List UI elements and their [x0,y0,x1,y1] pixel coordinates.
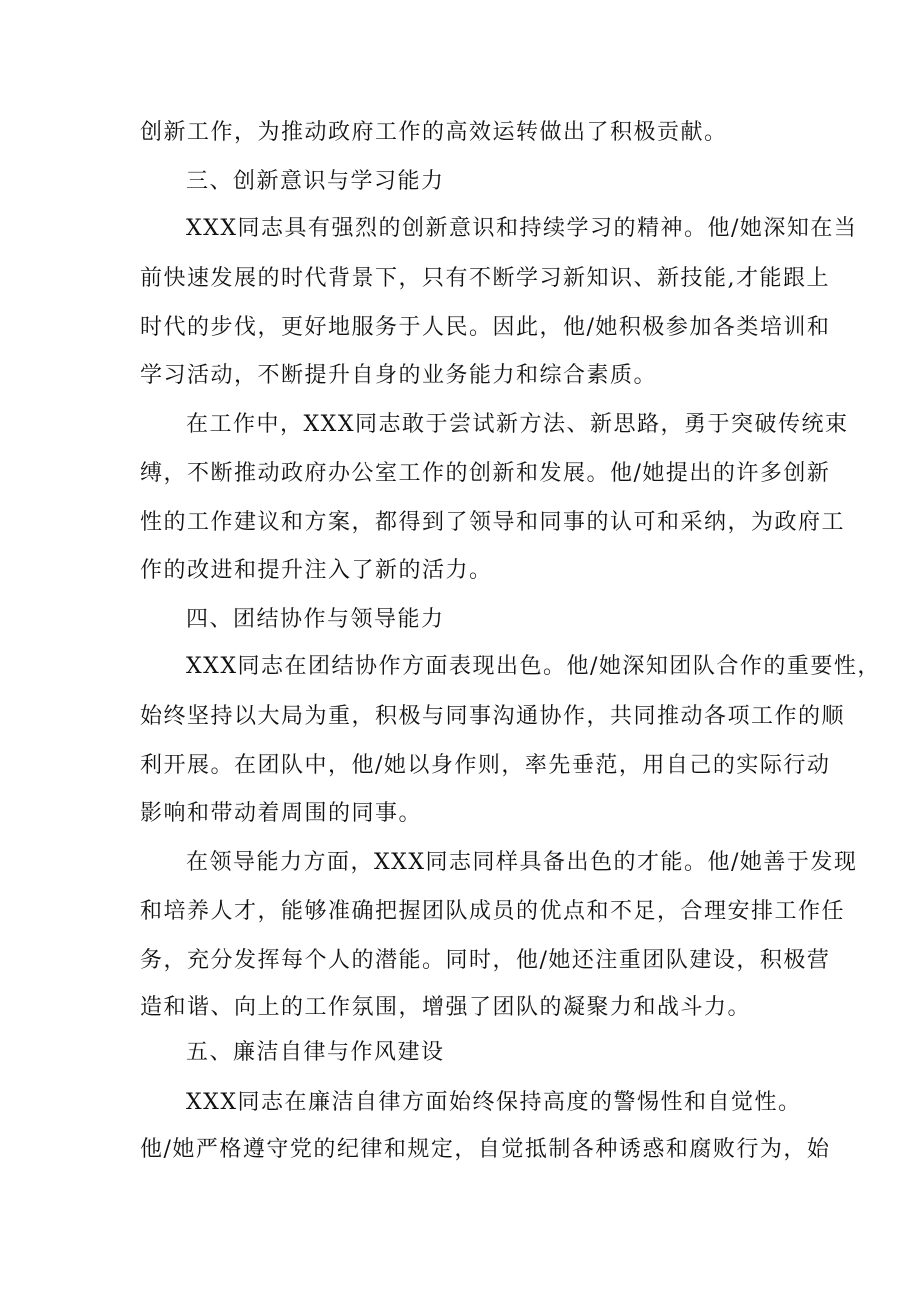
section-heading-4: 四、团结协作与领导能力 [186,607,445,632]
paragraph-line: 在工作中，XXX同志敢于尝试新方法、新思路，勇于突破传统束 [186,412,849,437]
paragraph-line: 在领导能力方面，XXX同志同样具备出色的才能。他/她善于发现 [186,850,858,875]
paragraph-line: 学习活动，不断提升自身的业务能力和综合素质。 [140,363,658,388]
paragraph-line: 缚，不断推动政府办公室工作的创新和发展。他/她提出的许多创新 [140,461,831,486]
section-heading-5: 五、廉洁自律与作风建设 [186,1040,445,1065]
paragraph-line: 前快速发展的时代背景下，只有不断学习新知识、新技能,才能跟上 [140,266,830,291]
paragraph-line: 始终坚持以大局为重，积极与同事沟通协作，共同推动各项工作的顺 [140,704,846,729]
paragraph-line: 他/她严格遵守党的纪律和规定，自觉抵制各种诱惑和腐败行为，始 [140,1137,831,1162]
paragraph-line: 作的改进和提升注入了新的活力。 [140,558,493,583]
paragraph-line: 创新工作，为推动政府工作的高效运转做出了积极贡献。 [140,120,728,145]
paragraph-line: 造和谐、向上的工作氛围，增强了团队的凝聚力和战斗力。 [140,995,752,1020]
paragraph-line: 性的工作建议和方案，都得到了领导和同事的认可和采纳，为政府工 [140,510,846,535]
paragraph-line: 时代的步伐，更好地服务于人民。因此，他/她积极参加各类培训和 [140,315,831,340]
paragraph-line: 利开展。在团队中，他/她以身作则，率先垂范，用自己的实际行动 [140,753,831,778]
paragraph-line: 和培养人才，能够准确把握团队成员的优点和不足，合理安排工作任 [140,899,846,924]
paragraph-line: XXX同志具有强烈的创新意识和持续学习的精神。他/她深知在当 [186,216,858,241]
paragraph-line: XXX同志在廉洁自律方面始终保持高度的警惕性和自觉性。 [186,1090,802,1115]
paragraph-line: 务，充分发挥每个人的潜能。同时，他/她还注重团队建设，积极营 [140,948,831,973]
paragraph-line: 影响和带动着周围的同事。 [140,801,423,826]
section-heading-3: 三、创新意识与学习能力 [186,169,445,194]
paragraph-line: XXX同志在团结协作方面表现出色。他/她深知团队合作的重要性， [186,654,881,679]
